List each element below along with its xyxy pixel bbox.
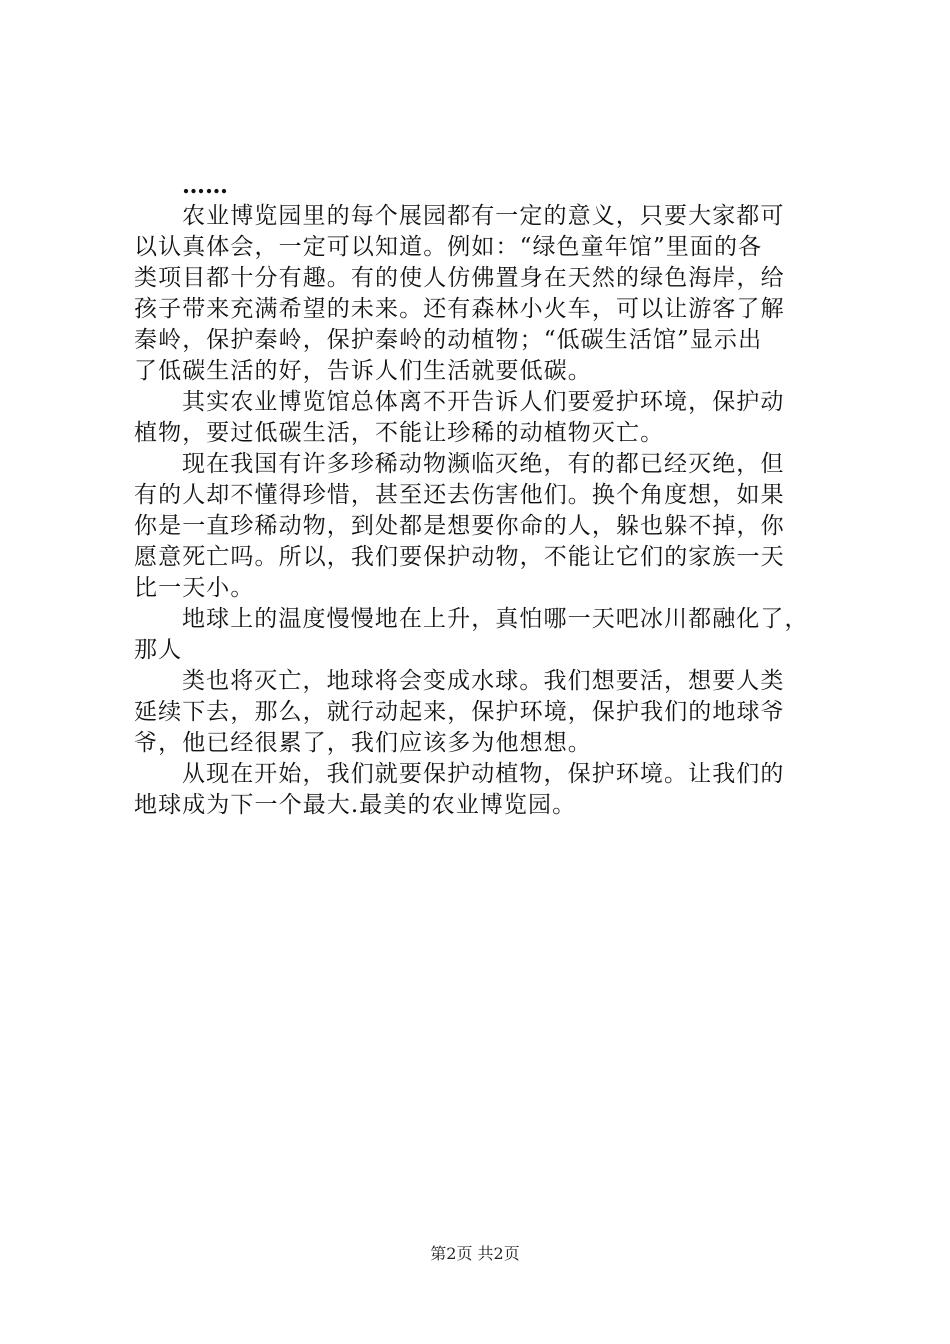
text-line: 孩子带来充满希望的未来。还有森林小火车，可以让游客了解	[134, 296, 785, 322]
text-line: 地球成为下一个最大.最美的农业博览园。	[134, 792, 577, 818]
text-line: 了低碳生活的好，告诉人们生活就要低碳。	[134, 358, 592, 384]
text-line: 你是一直珍稀动物，到处都是想要你命的人，躲也躲不掉，你	[134, 513, 785, 539]
text-line: 比一天小。	[134, 575, 255, 601]
text-line: 以认真体会，一定可以知道。例如：“绿色童年馆”里面的各	[134, 234, 763, 260]
text-line: 现在我国有许多珍稀动物濒临灭绝，有的都已经灭绝，但	[182, 451, 785, 477]
text-line: 延续下去，那么，就行动起来，保护环境，保护我们的地球爷	[134, 699, 785, 725]
text-line: 愿意死亡吗。所以，我们要保护动物，不能让它们的家族一天	[134, 544, 785, 570]
text-line: 从现在开始，我们就要保护动植物，保护环境。让我们的	[182, 761, 785, 787]
page-number-footer: 第2页 共2页	[430, 1244, 520, 1263]
text-line: 农业博览园里的每个展园都有一定的意义，只要大家都可	[182, 203, 785, 229]
text-line: ……	[182, 172, 228, 199]
text-line: 其实农业博览馆总体离不开告诉人们要爱护环境，保护动	[182, 389, 785, 415]
text-line: 类项目都十分有趣。有的使人仿佛置身在天然的绿色海岸，给	[134, 265, 785, 291]
document-body	[134, 170, 834, 821]
text-line: 爷，他已经很累了，我们应该多为他想想。	[134, 730, 592, 756]
text-line: 植物，要过低碳生活，不能让珍稀的动植物灭亡。	[134, 420, 665, 446]
text-line: 那人	[134, 637, 183, 663]
text-line: 地球上的温度慢慢地在上升，真怕哪一天吧冰川都融化了，	[182, 606, 809, 632]
text-line: 秦岭，保护秦岭，保护秦岭的动植物；“低碳生活馆”显示出	[134, 327, 763, 353]
text-line: 有的人却不懂得珍惜，甚至还去伤害他们。换个角度想，如果	[134, 482, 785, 508]
text-line: 类也将灭亡，地球将会变成水球。我们想要活，想要人类	[182, 668, 785, 694]
